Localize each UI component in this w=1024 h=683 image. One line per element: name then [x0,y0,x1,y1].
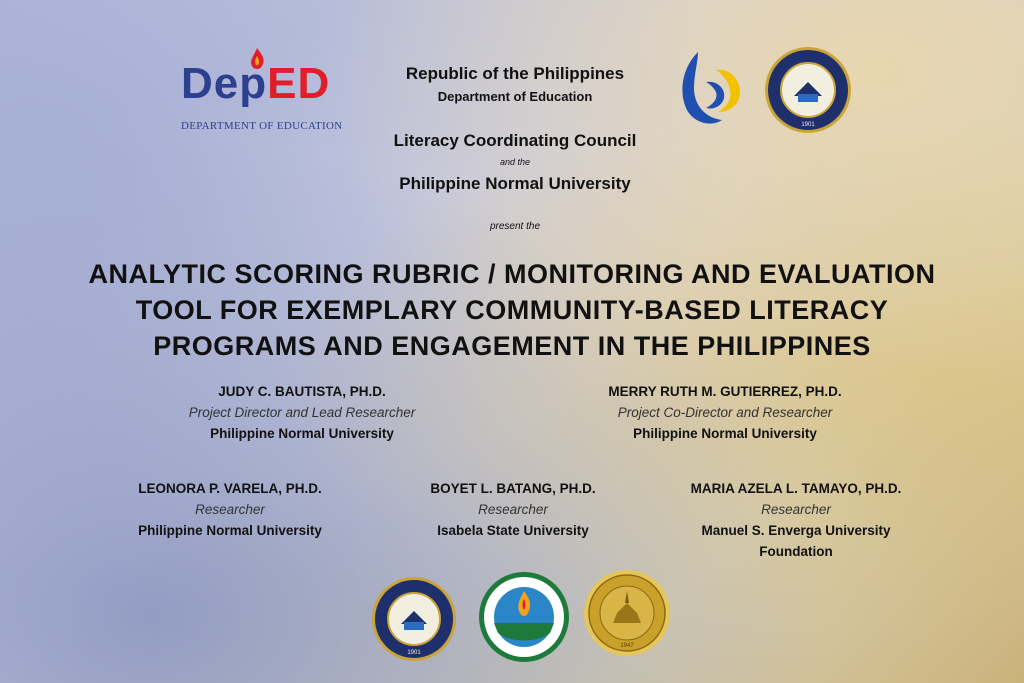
person-role: Researcher [195,502,265,517]
council-heading: Literacy Coordinating Council [393,131,637,150]
deped-wordmark-dep: Dep [181,59,268,108]
person-card [80,478,380,541]
lcc-logo [676,48,752,130]
person-name: BOYET L. BATANG, PH.D. [430,481,596,496]
department-heading: Department of Education [437,89,593,104]
deped-wordmark [181,59,331,108]
person-org: Isabela State University [437,523,589,538]
university-heading: Philippine Normal University [399,174,631,193]
and-the-text: and the [499,157,531,167]
isu-seal-year: 1978 [516,650,532,657]
person-card [363,478,663,541]
person-name: MARIA AZELA L. TAMAYO, PH.D. [690,481,902,496]
person-name: LEONORA P. VARELA, PH.D. [138,481,322,496]
isu-seal [478,571,570,663]
person-role: Project Director and Lead Researcher [188,405,416,420]
person-org: Philippine Normal University [633,426,817,441]
person-card [575,381,875,444]
present-the-text: present the [489,221,541,232]
page-title: ANALYTIC SCORING RUBRIC / MONITORING AND EVALUATION TOOL FOR EXEMPLARY COMMUNITY-BASED LITERACY PROGRAMS AND ENGAGEMENT IN THE PHILIPPINES [88,259,936,361]
person-role: Researcher [761,502,831,517]
republic-heading: Republic of the Philippines [405,64,625,83]
deped-wordmark-ed: ED [267,59,331,108]
msu-seal [583,569,671,657]
person-org: Manuel S. Enverga University Foundation [701,523,891,559]
person-card [646,478,946,562]
deped-subtitle: DEPARTMENT OF EDUCATION [181,120,343,132]
msu-seal-year: 1947 [620,643,634,649]
person-name: MERRY RUTH M. GUTIERREZ, PH.D. [608,384,842,399]
person-name: JUDY C. BAUTISTA, PH.D. [218,384,386,399]
person-role: Project Co-Director and Researcher [617,405,833,420]
pnu-seal-bottom [371,576,457,662]
person-role: Researcher [478,502,548,517]
person-card [152,381,452,444]
person-org: Philippine Normal University [210,426,394,441]
person-org: Philippine Normal University [138,523,322,538]
pnu-seal-top-year: 1901 [801,122,815,128]
pnu-seal-bottom-year: 1901 [407,650,421,656]
pnu-seal-top [764,46,852,134]
